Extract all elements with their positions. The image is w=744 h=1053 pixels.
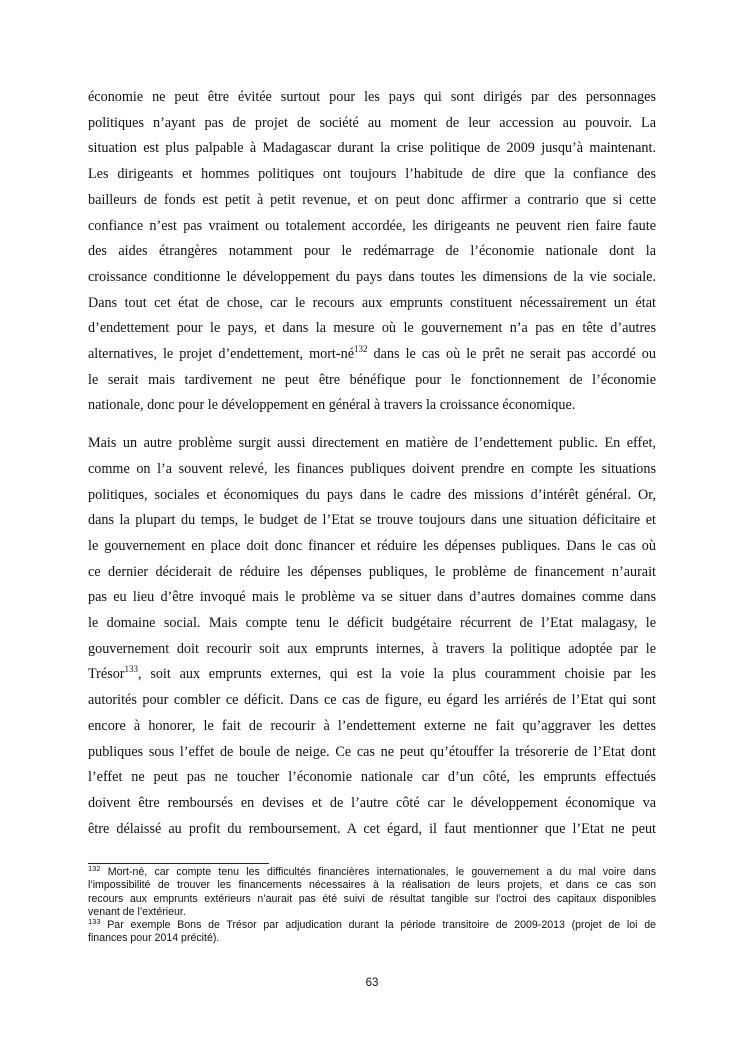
text-line: le serait mais tardivement ne peut être bénéfique pour le fonctionnement de l’économie [88, 371, 656, 388]
text-segment: alternatives, le projet d’endettement, mort-né [88, 346, 354, 363]
footnote-line [88, 919, 656, 932]
text-line [88, 662, 656, 688]
text-line: publiques sous l’effet de boule de neige. Ce cas ne peut qu’étouffer la trésorerie de l’Etat dont [88, 743, 656, 760]
text-line: Dans tout cet état de chose, car le recours aux emprunts constituent nécessairement un état [88, 294, 656, 311]
text-line: encore à honorer, le fait de recourir à l’endettement externe ne fait qu’aggraver les dettes [88, 717, 656, 734]
text-line: nationale, donc pour le développement en général à travers la croissance économique. [88, 397, 576, 414]
text-segment: dans le cas où le prêt ne serait pas accordé ou [367, 346, 656, 363]
text-line: d’endettement pour le pays, et dans la mesure où le gouvernement n’a pas en tête d’autres [88, 320, 656, 337]
page-number: 63 [365, 977, 379, 989]
footnote-separator [88, 863, 269, 864]
text-segment: Trésor [88, 666, 125, 683]
footnote-line [88, 866, 656, 879]
text-line: politiques n’ayant pas de projet de société au moment de leur accession au pouvoir. La [88, 114, 656, 131]
text-line: économie ne peut être évitée surtout pour les pays qui sont dirigés par des personnages [88, 89, 656, 105]
text-line: être délaissé au profit du remboursement. A cet égard, il faut mentionner que l’Etat ne peut [88, 820, 656, 837]
text-line: croissance conditionne le développement du pays dans toutes les dimensions de la vie sociale. [88, 268, 656, 285]
footnote-number: 133 [88, 917, 101, 927]
text-line: Les dirigeants et hommes politiques ont toujours l’habitude de dire que la confiance des [88, 166, 656, 183]
text-line: doivent être remboursés en devises et de l’autre côté car le développement économique va [88, 794, 656, 811]
footnote-text: Par exemple Bons de Trésor par adjudication durant la période transitoire de 2009-2013 (projet de loi de [100, 919, 656, 932]
text-line: gouvernement doit recourir soit aux emprunts internes, à travers la politique adoptée par le [88, 640, 656, 657]
text-line: des aides étrangères notamment pour le redémarrage de l’économie nationale dont la [88, 243, 656, 260]
text-line: Mais un autre problème surgit aussi directement en matière de l’endettement public. En effet, [88, 435, 656, 452]
text-line: dans la plupart du temps, le budget de l’Etat se trouve toujours dans une situation déficitaire et [88, 512, 656, 529]
text-line: le gouvernement en place doit donc financer et réduire les dépenses publiques. Dans le cas où [88, 537, 656, 554]
text-line: bailleurs de fonds est petit à petit revenue, et on peut donc affirmer a contrario que si cette [88, 191, 656, 208]
footnote-ref-132[interactable]: 132 [354, 344, 368, 355]
footnote-133 [88, 919, 656, 946]
footnote-text: Mort-né, car compte tenu les difficultés financières internationales, le gouvernement a du mal voire dans [100, 866, 656, 878]
footnote-ref-133[interactable]: 133 [124, 664, 139, 675]
text-line: ce dernier déciderait de réduire les dépenses publiques, le problème de financement n’aurait [88, 563, 656, 580]
document-body [88, 85, 656, 842]
text-line: situation est plus palpable à Madagascar durant la crise politique de 2009 jusqu’à maintenant. [88, 140, 656, 157]
text-line: politiques, sociales et économiques du pays dans le cadre des missions d’intérêt général. Or, [88, 486, 656, 503]
text-line: autorités pour combler ce déficit. Dans ce cas de figure, eu égard les arriérés de l’Etat qui sont [88, 692, 656, 709]
footnote-132 [88, 866, 656, 919]
text-line: l’effet ne peut pas ne toucher l’économie nationale car d’un côté, les emprunts effectués [88, 769, 656, 786]
paragraph-2 [88, 431, 656, 842]
paragraph-1 [88, 85, 656, 419]
footnote-line: venant de l’extérieur. [88, 905, 186, 918]
text-segment: , soit aux emprunts externes, qui est la voie la plus couramment choisie par les [138, 666, 656, 683]
footnote-number: 132 [88, 864, 101, 873]
text-line [88, 342, 656, 368]
text-line: confiance n’est pas vraiment ou totalement accordée, les dirigeants ne peuvent rien faire faute [88, 217, 656, 234]
text-line: comme on l’a souvent relevé, les finances publiques doivent prendre en compte les situations [88, 460, 656, 477]
footnote-line: recours aux emprunts extérieurs n’aurait pas été suivi de résultat tangible sur l’octroi des capitaux disponibles [88, 892, 656, 905]
footnote-line: finances pour 2014 précité). [88, 932, 220, 945]
text-line: le domaine social. Mais compte tenu le déficit budgétaire récurrent de l’Etat malagasy, le [88, 615, 656, 632]
footnotes [88, 866, 656, 946]
text-line: pas eu lieu d’être invoqué mais le problème va se situer dans d’autres domaines comme dans [88, 589, 656, 606]
footnote-line: l’impossibilité de trouver les financements nécessaires à la réalisation de leurs projets, et dans ce cas son [88, 879, 656, 892]
